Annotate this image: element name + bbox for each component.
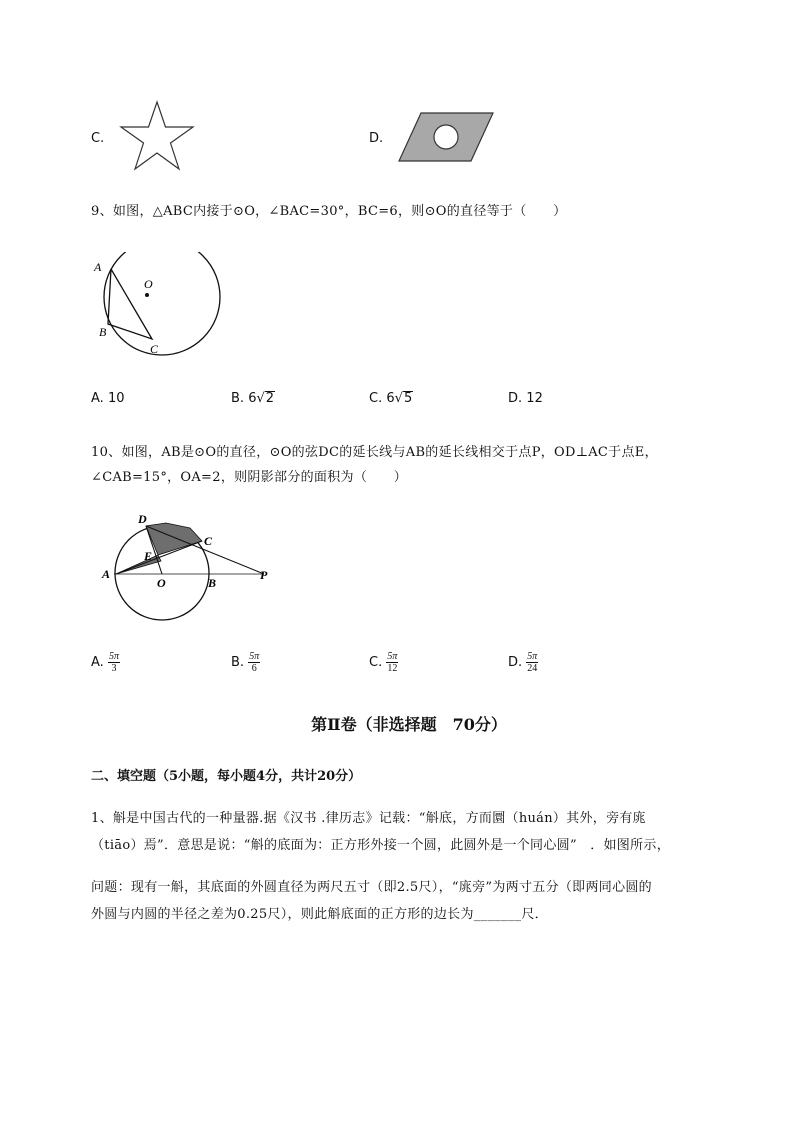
q8-option-d-label: D. (369, 131, 384, 146)
q1-line2: （tiāo）焉”．意思是说：“斛的底面为：正方形外接一个圆，此圆外是一个同心圆” ．如图所示， (91, 838, 670, 853)
q10-option-b: B. $\frac{5\pi}{6}$ (231, 651, 260, 674)
q9-option-b: B. 6√2 (231, 391, 275, 406)
q9-label-c: C (150, 342, 159, 356)
q1-line4: 外圆与内圆的半径之差为0.25尺），则此斛底面的正方形的边长为_______尺． (91, 907, 548, 922)
star-figure (118, 99, 196, 171)
q10-option-a: A. $\frac{5\pi}{3}$ (91, 651, 119, 674)
q10-label-a: A (102, 567, 111, 581)
q10-label-c: C (204, 534, 213, 548)
q10-option-c: C. $\frac{5\pi}{12}$ (369, 651, 398, 674)
q10-option-d: D. $\frac{5\pi}{24}$ (508, 651, 538, 674)
q10-label-e: E (144, 549, 153, 563)
q10-label-d: D (138, 512, 147, 526)
q10-label-p: P (260, 568, 268, 582)
q1-line3: 问题：现有一斛，其底面的外圆直径为两尺五寸（即2.5尺），“庣旁”为两寸五分（即两同心圆的 (91, 880, 652, 895)
q8-option-c-label: C. (91, 131, 105, 146)
q9-label-a: A (94, 260, 102, 274)
q9-option-c: C. 6√5 (369, 391, 413, 406)
q10-label-o: O (157, 576, 166, 590)
q10-stem-line2: ∠CAB=15°，OA=2，则阴影部分的面积为（ ） (91, 470, 408, 485)
q10-label-b: B (208, 576, 217, 590)
q9-stem: 9、如图，△ABC内接于⊙O，∠BAC=30°，BC=6，则⊙O的直径等于（ ） (91, 204, 567, 219)
section-heading-fill-in: 二、填空题（5小题，每小题4分，共计20分） (91, 769, 362, 784)
part2-title: 第Ⅱ卷（非选择题 70分） (311, 715, 507, 734)
q1-line1: 1、斛是中国古代的一种量器.据《汉书 .律历志》记载：“斛底，方而圜（huán）其外，旁有庣 (91, 811, 646, 826)
q10-circle-figure (96, 508, 276, 632)
q9-option-d: D. 12 (508, 391, 543, 406)
q9-circle-figure (92, 252, 232, 362)
q10-stem-line1: 10、如图，AB是⊙O的直径，⊙O的弦DC的延长线与AB的延长线相交于点P，OD⊥AC于点E， (91, 445, 658, 460)
q9-label-o: O (144, 277, 153, 291)
q9-option-a: A. 10 (91, 391, 125, 406)
q9-label-b: B (99, 325, 107, 339)
parallelogram-with-hole-figure (396, 110, 496, 164)
